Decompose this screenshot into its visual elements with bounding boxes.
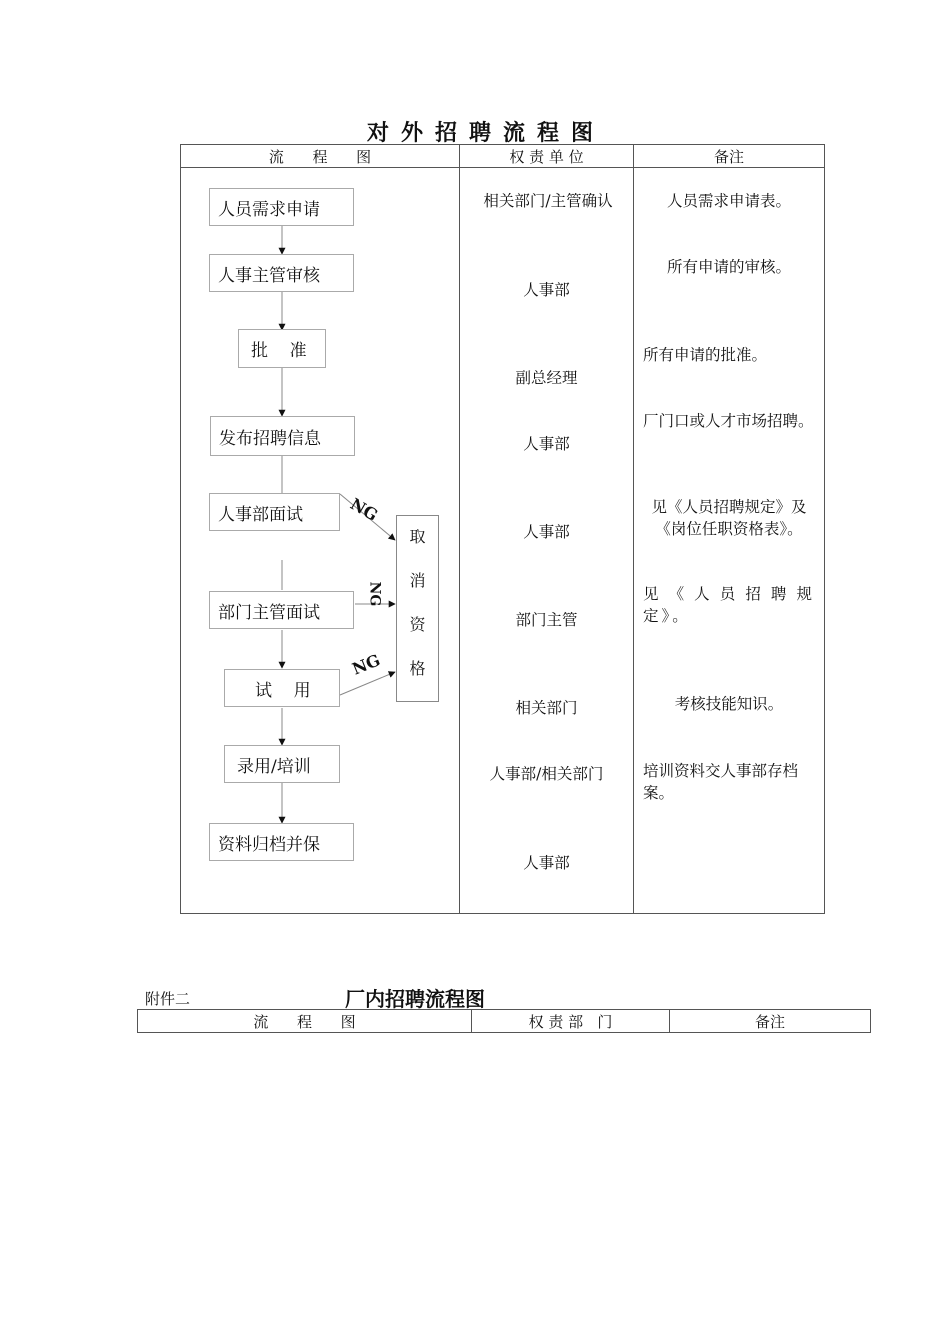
header2-note: 备注 — [754, 1013, 785, 1031]
step-box: 人事部面试 — [209, 493, 340, 531]
ng-label: NG — [349, 650, 383, 679]
note-cell: 考核技能知识。 — [674, 695, 784, 713]
header2-unit: 权 责 部 门 — [528, 1013, 613, 1031]
external-flow-title: 对外招聘流程图 — [366, 120, 605, 146]
step-box: 部门主管面试 — [209, 591, 354, 629]
step-box: 人事主管审核 — [209, 254, 354, 292]
note-cell: 培训资料交人事部存档案。 — [643, 762, 799, 802]
note-cell: 所有申请的批准。 — [643, 346, 768, 364]
header-flow: 流 程 图 — [268, 148, 372, 166]
header-note: 备注 — [713, 148, 744, 166]
unit-cell: 人事部/相关部门 — [489, 765, 604, 783]
ng-label: NG — [366, 581, 383, 607]
note-cell: 人员需求申请表。 — [666, 192, 791, 210]
cancel-char: 资 — [409, 615, 426, 634]
table2-border-bottom — [137, 1032, 871, 1033]
table2-border-right — [870, 1009, 871, 1032]
step-box: 发布招聘信息 — [210, 416, 355, 456]
header2-flow: 流 程 图 — [253, 1013, 356, 1031]
cancel-qualification-box — [396, 515, 439, 702]
step-box: 录用/培训 — [224, 745, 340, 783]
step-box: 人员需求申请 — [209, 188, 354, 226]
unit-cell: 相关部门/主管确认 — [483, 192, 613, 210]
cancel-char: 消 — [409, 571, 426, 590]
unit-cell: 人事部 — [523, 854, 570, 872]
table2-border-top — [137, 1009, 871, 1010]
note-cell: 厂门口或人才市场招聘。 — [643, 412, 814, 430]
note-cell: 见《人员招聘规定》。 — [643, 585, 815, 625]
ng-arrow — [340, 672, 395, 695]
unit-cell: 人事部 — [523, 523, 570, 541]
unit-cell: 部门主管 — [515, 611, 578, 629]
ng-label: NG — [347, 494, 382, 525]
note-cell: 见《人员招聘规定》及《岗位任职资格表》。 — [651, 498, 807, 538]
unit-cell: 副总经理 — [515, 369, 578, 387]
note-cell: 所有申请的审核。 — [666, 258, 791, 276]
cancel-char: 格 — [409, 659, 426, 678]
unit-cell: 相关部门 — [515, 699, 578, 717]
step-box: 资料归档并保 — [209, 823, 354, 861]
cancel-char: 取 — [409, 527, 426, 546]
header-unit: 权 责 单 位 — [509, 148, 584, 166]
unit-cell: 人事部 — [523, 281, 570, 299]
attachment-label: 附件二 — [145, 990, 191, 1008]
step-box: 批 准 — [238, 329, 326, 368]
step-box: 试 用 — [224, 669, 340, 707]
unit-cell: 人事部 — [523, 435, 570, 453]
internal-flow-title: 厂内招聘流程图 — [345, 987, 485, 1011]
